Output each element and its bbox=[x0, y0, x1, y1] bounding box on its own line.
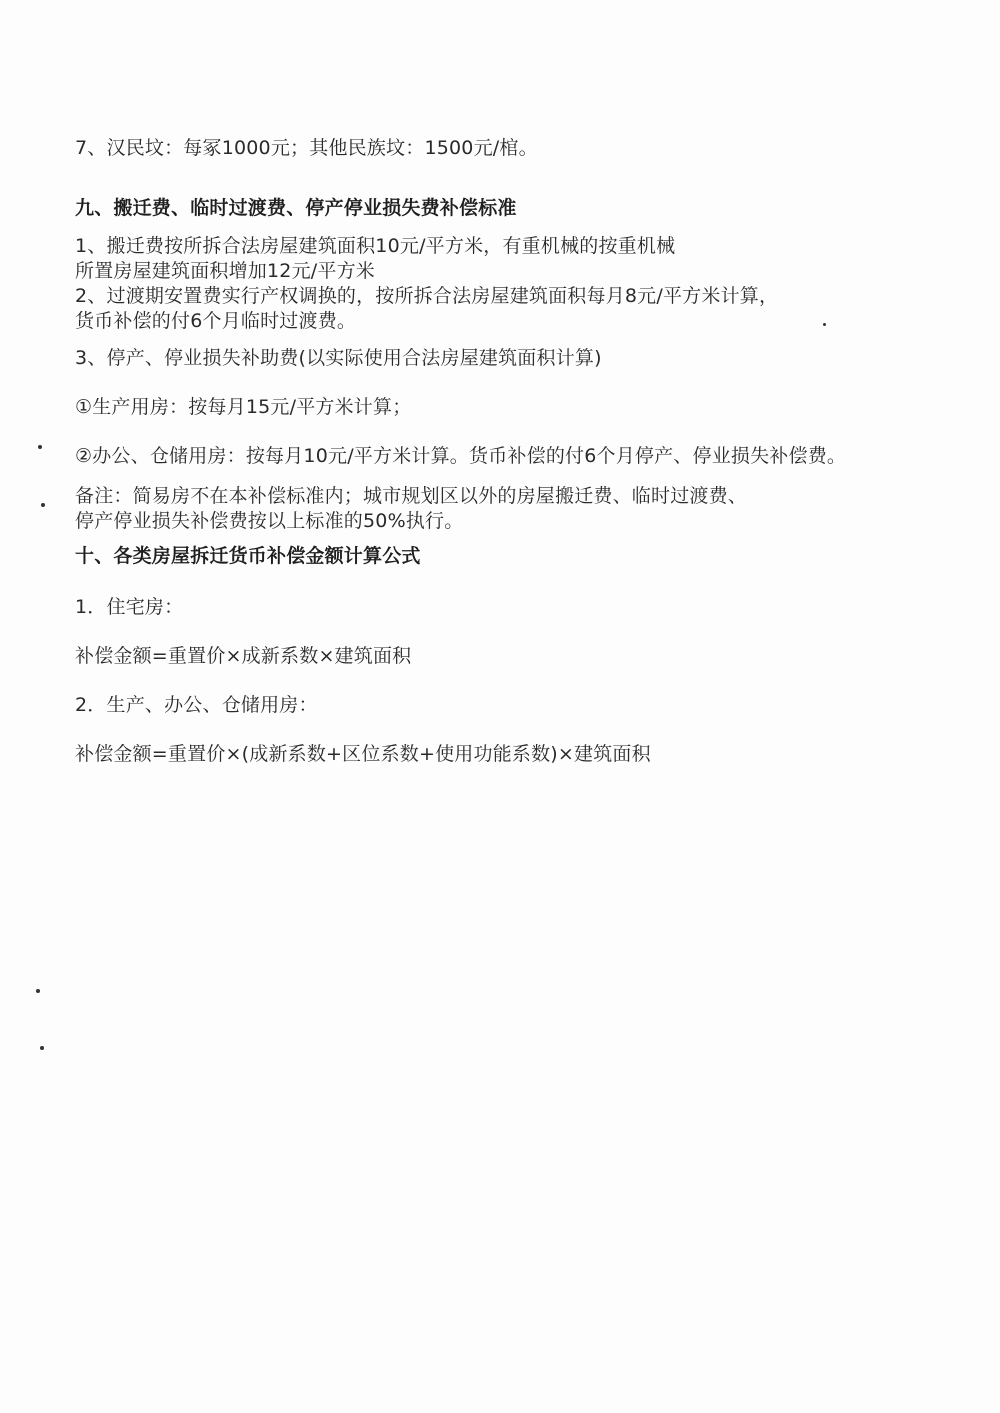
scan-speck bbox=[41, 503, 45, 507]
section-10-item-2-formula: 补偿金额=重置价×(成新系数+区位系数+使用功能系数)×建筑面积 bbox=[75, 743, 651, 765]
section-9-sub-item-1: ①生产用房：按每月15元/平方米计算； bbox=[75, 396, 412, 418]
section-9-paragraph-1-line-2: 所置房屋建筑面积增加12元/平方米 bbox=[75, 260, 375, 282]
section-9-sub-item-2: ②办公、仓储用房：按每月10元/平方米计算。货币补偿的付6个月停产、停业损失补偿费。 bbox=[75, 445, 847, 467]
section-9-title: 九、搬迁费、临时过渡费、停产停业损失费补偿标准 bbox=[75, 197, 517, 219]
scan-speck bbox=[823, 323, 826, 326]
scan-speck bbox=[40, 1046, 44, 1050]
section-10-item-2-label: 2．生产、办公、仓储用房： bbox=[75, 694, 318, 716]
section-9-note-line-2: 停产停业损失补偿费按以上标准的50%执行。 bbox=[75, 510, 464, 532]
section-9-paragraph-1-line-1: 1、搬迁费按所拆合法房屋建筑面积10元/平方米，有重机械的按重机械 bbox=[75, 235, 676, 257]
scan-speck bbox=[38, 445, 42, 449]
section-9-paragraph-2-line-1: 2、过渡期安置费实行产权调换的，按所拆合法房屋建筑面积每月8元/平方米计算， bbox=[75, 285, 779, 307]
section-10-item-1-formula: 补偿金额=重置价×成新系数×建筑面积 bbox=[75, 645, 412, 667]
item-7-grave-compensation: 7、汉民坟：每冢1000元；其他民族坟：1500元/棺。 bbox=[75, 137, 538, 159]
section-9-note-line-1: 备注：简易房不在本补偿标准内；城市规划区以外的房屋搬迁费、临时过渡费、 bbox=[75, 485, 748, 507]
scan-speck bbox=[36, 989, 40, 993]
section-9-paragraph-3: 3、停产、停业损失补助费(以实际使用合法房屋建筑面积计算) bbox=[75, 347, 602, 369]
section-10-title: 十、各类房屋拆迁货币补偿金额计算公式 bbox=[75, 545, 421, 567]
section-9-paragraph-2-line-2: 货币补偿的付6个月临时过渡费。 bbox=[75, 310, 357, 332]
section-10-item-1-label: 1．住宅房： bbox=[75, 596, 184, 618]
